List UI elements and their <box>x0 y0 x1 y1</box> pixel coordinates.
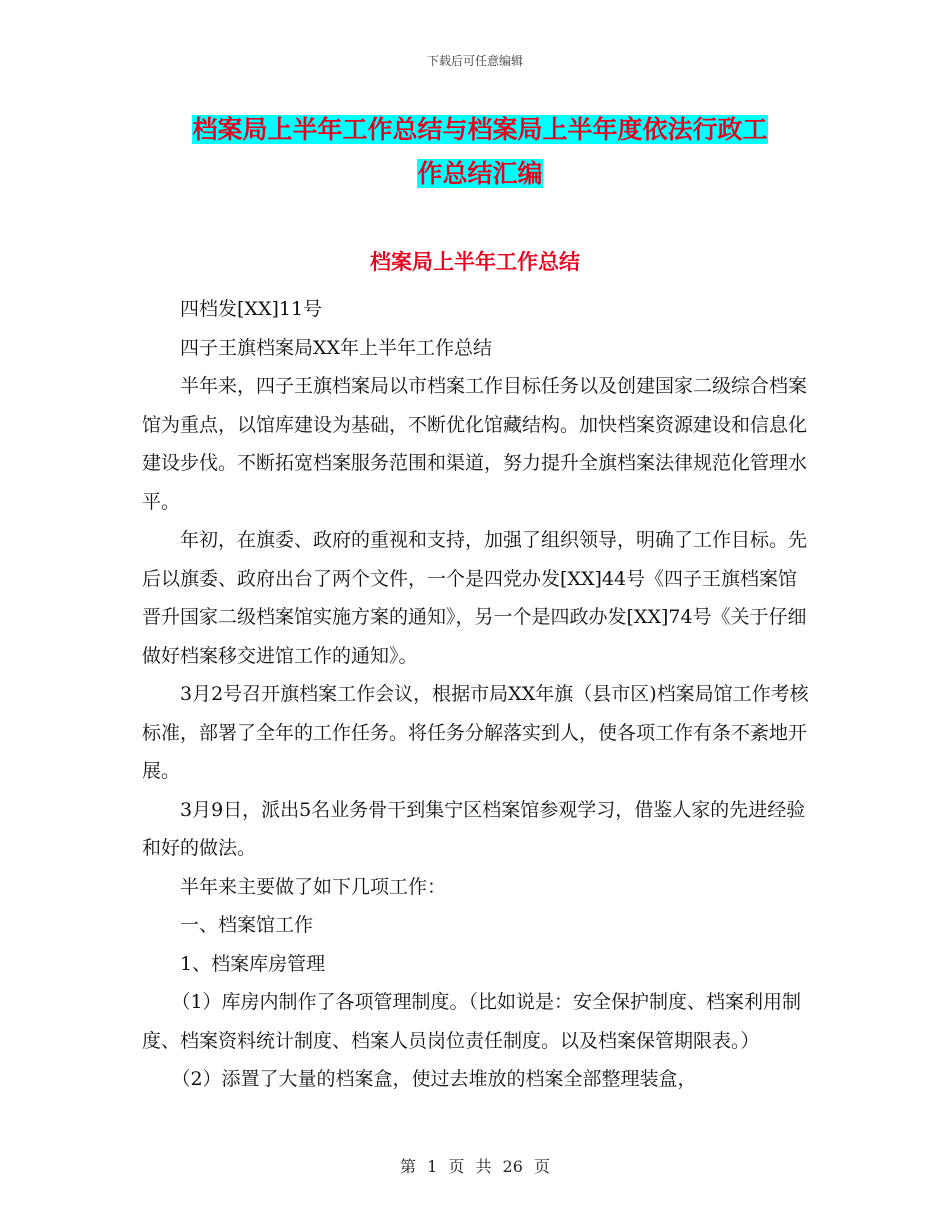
document-title <box>140 108 820 196</box>
paragraph: 年初，在旗委、政府的重视和支持，加强了组织领导，明确了工作目标。先后以旗委、政府出台了两个文件，一个是四党办发[XX]44号《四子王旗档案馆晋升国家二级档案馆实施方案的通知》，另一个是四政办发[XX]74号《关于仔细做好档案移交进馆工作的通知》。 <box>142 529 808 667</box>
paragraph-doc-number: 四档发[XX]11号 <box>180 298 323 320</box>
list-item: （1）库房内制作了各项管理制度。（比如说是：安全保护制度、档案利用制度、档案资料统计制度、档案人员岗位责任制度。以及档案保管期限表。） <box>142 991 802 1052</box>
header-note: 下载后可任意编辑 <box>426 54 523 68</box>
paragraph-subtitle: 四子王旗档案局XX年上半年工作总结 <box>180 336 493 359</box>
list-item: （2）添置了大量的档案盒，使过去堆放的档案全部整理装盒， <box>171 1068 697 1090</box>
paragraph: 3月2号召开旗档案工作会议，根据市局XX年旗（县市区)档案局馆工作考核标准，部署了全年的工作任务。将任务分解落实到人，使各项工作有条不紊地开展。 <box>142 683 809 782</box>
page-number-footer: 第 1 页 共 26 页 <box>400 1157 550 1176</box>
heading-level-1: 一、档案馆工作 <box>180 914 314 936</box>
heading-level-2: 1、档案库房管理 <box>180 952 326 975</box>
paragraph: 半年来，四子王旗档案局以市档案工作目标任务以及创建国家二级综合档案馆为重点，以馆库建设为基础，不断优化馆藏结构。加快档案资源建设和信息化建设步伐。不断拓宽档案服务范围和渠道，努力提升全旗档案法律规范化管理水平。 <box>142 375 808 513</box>
paragraph: 3月9日，派出5名业务骨干到集宁区档案馆参观学习，借鉴人家的先进经验和好的做法。 <box>142 798 806 859</box>
document-body <box>142 290 810 1099</box>
title-line-1: 档案局上半年工作总结与档案局上半年度依法行政工 <box>192 115 768 144</box>
paragraph: 半年来主要做了如下几项工作： <box>180 875 447 898</box>
section-title: 档案局上半年工作总结 <box>370 250 580 274</box>
title-line-2: 作总结汇编 <box>417 159 543 188</box>
